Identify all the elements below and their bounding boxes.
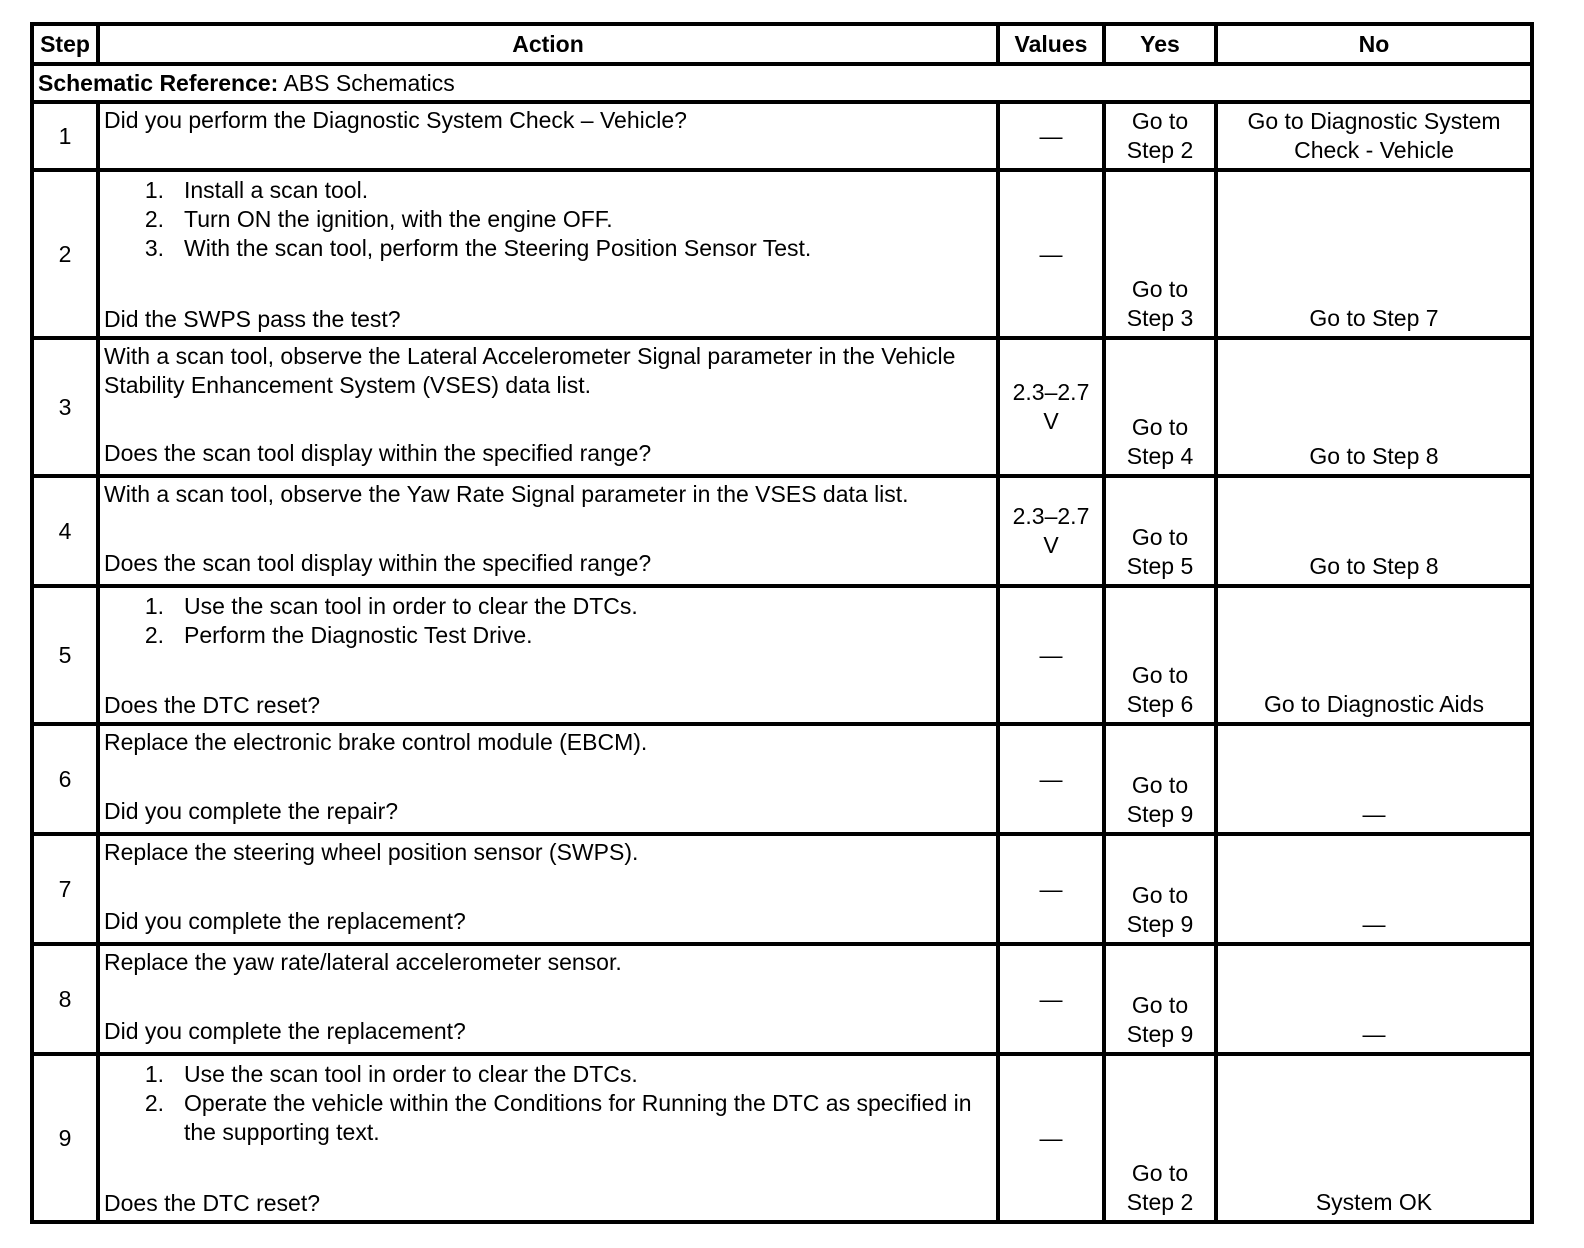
yes-next-step-link[interactable]: Step 2 — [1126, 137, 1194, 163]
no-cell — [1216, 724, 1532, 834]
step-number: 7 — [32, 834, 98, 944]
procedure-list — [100, 176, 996, 263]
no-cell — [1216, 944, 1532, 1054]
yes-cell — [1104, 944, 1216, 1054]
header-no: No — [1216, 24, 1532, 64]
yes-next-step-link[interactable]: Step 9 — [1126, 911, 1194, 937]
list-item-text: Operate the vehicle within the Conditions for Running the DTC as specified in the supporting text. — [184, 1090, 972, 1145]
list-item — [100, 234, 996, 263]
yes-cell — [1104, 102, 1216, 170]
header-row — [32, 24, 1532, 64]
table-row — [32, 102, 1532, 170]
list-item-number: 3. — [144, 235, 164, 261]
table-row — [32, 724, 1532, 834]
no-cell — [1216, 170, 1532, 338]
action-cell — [98, 944, 998, 1054]
yes-next-step-link[interactable]: Go to — [1131, 1160, 1189, 1186]
no-next-step-link: — — [1362, 911, 1386, 937]
yes-cell — [1104, 834, 1216, 944]
values-cell — [998, 834, 1104, 944]
action-question: Does the scan tool display within the specified range? — [104, 440, 652, 466]
values-cell — [998, 1054, 1104, 1222]
table-row — [32, 586, 1532, 724]
table-row — [32, 834, 1532, 944]
yes-cell — [1104, 170, 1216, 338]
action-text: With a scan tool, observe the Lateral Accelerometer Signal parameter in the Vehicle Stability Enhancement System (VSES) data list. — [104, 343, 956, 398]
no-cell — [1216, 1054, 1532, 1222]
action-cell — [98, 724, 998, 834]
value-text: — — [1039, 1124, 1063, 1151]
procedure-list — [100, 1060, 996, 1147]
yes-next-step-link[interactable]: Go to — [1131, 524, 1189, 550]
value-text: — — [1039, 641, 1063, 668]
list-item — [100, 205, 996, 234]
no-next-step-link[interactable]: Go to Step 7 — [1309, 305, 1439, 331]
no-next-step-link: — — [1362, 1021, 1386, 1047]
action-text: Did you perform the Diagnostic System Check – Vehicle? — [104, 107, 687, 133]
yes-next-step-link[interactable]: Go to — [1131, 992, 1189, 1018]
value-text: — — [1039, 122, 1063, 149]
yes-next-step-link[interactable]: Go to — [1131, 882, 1189, 908]
list-item-number: 2. — [144, 1090, 164, 1116]
yes-next-step-link[interactable]: Step 4 — [1126, 443, 1194, 469]
value-text: — — [1039, 985, 1063, 1012]
value-text: — — [1039, 765, 1063, 792]
step-number: 9 — [32, 1054, 98, 1222]
value-text: — — [1039, 240, 1063, 267]
yes-next-step-link[interactable]: Go to — [1131, 772, 1189, 798]
yes-next-step-link[interactable]: Step 9 — [1126, 1021, 1194, 1047]
action-question: Did the SWPS pass the test? — [104, 306, 401, 332]
no-next-step-link: — — [1362, 801, 1386, 827]
list-item — [100, 176, 996, 205]
no-next-step-link[interactable]: Go to Step 8 — [1309, 553, 1439, 579]
list-item-text: Turn ON the ignition, with the engine OFF. — [184, 206, 613, 232]
step-number: 8 — [32, 944, 98, 1054]
action-question: Did you complete the replacement? — [104, 908, 466, 934]
list-item-text: Perform the Diagnostic Test Drive. — [184, 622, 533, 648]
action-cell — [98, 170, 998, 338]
action-cell — [98, 102, 998, 170]
values-cell — [998, 102, 1104, 170]
list-item — [100, 1060, 996, 1089]
no-cell — [1216, 338, 1532, 476]
no-cell — [1216, 476, 1532, 586]
action-cell — [98, 834, 998, 944]
yes-next-step-link[interactable]: Step 3 — [1126, 305, 1194, 331]
yes-cell — [1104, 586, 1216, 724]
yes-next-step-link[interactable]: Go to — [1131, 662, 1189, 688]
table-row — [32, 944, 1532, 1054]
yes-next-step-link[interactable]: Go to — [1131, 276, 1189, 302]
action-text: With a scan tool, observe the Yaw Rate Signal parameter in the VSES data list. — [104, 481, 909, 507]
yes-cell — [1104, 724, 1216, 834]
values-cell — [998, 476, 1104, 586]
header-action: Action — [98, 24, 998, 64]
yes-next-step-link[interactable]: Go to — [1131, 414, 1189, 440]
list-item — [100, 1089, 996, 1147]
action-text: Replace the yaw rate/lateral accelerometer sensor. — [104, 949, 622, 975]
no-cell — [1216, 102, 1532, 170]
diagnostic-table — [30, 22, 1534, 1224]
yes-next-step-link[interactable]: Step 6 — [1126, 691, 1194, 717]
list-item-number: 1. — [144, 1061, 164, 1087]
step-number: 6 — [32, 724, 98, 834]
list-item-text: With the scan tool, perform the Steering Position Sensor Test. — [184, 235, 812, 261]
list-item-text: Use the scan tool in order to clear the DTCs. — [184, 593, 638, 619]
action-cell — [98, 586, 998, 724]
list-item-text: Install a scan tool. — [184, 177, 369, 203]
yes-next-step-link[interactable]: Step 5 — [1126, 553, 1194, 579]
list-item-number: 2. — [144, 206, 164, 232]
list-item-number: 1. — [144, 593, 164, 619]
yes-cell — [1104, 1054, 1216, 1222]
no-next-step-link[interactable]: Check - Vehicle — [1294, 137, 1454, 163]
schematic-reference-label: Schematic Reference: — [38, 69, 279, 96]
yes-next-step-link[interactable]: Go to — [1131, 108, 1189, 134]
yes-cell — [1104, 338, 1216, 476]
step-number: 3 — [32, 338, 98, 476]
step-number: 1 — [32, 102, 98, 170]
action-question: Does the DTC reset? — [104, 692, 321, 718]
value-text: — — [1039, 875, 1063, 902]
step-number: 5 — [32, 586, 98, 724]
action-cell — [98, 1054, 998, 1222]
header-yes: Yes — [1104, 24, 1216, 64]
action-text: Replace the steering wheel position sensor (SWPS). — [104, 839, 639, 865]
values-cell — [998, 170, 1104, 338]
value-text: 2.3–2.7 V — [1012, 379, 1090, 434]
no-next-step-link[interactable]: Go to Step 8 — [1309, 443, 1439, 469]
values-cell — [998, 724, 1104, 834]
no-cell — [1216, 834, 1532, 944]
schematic-reference-cell — [32, 64, 1532, 102]
action-cell — [98, 338, 998, 476]
no-next-step-link[interactable]: Go to Diagnostic System — [1247, 108, 1501, 134]
action-question: Did you complete the replacement? — [104, 1018, 466, 1044]
values-cell — [998, 944, 1104, 1054]
list-item — [100, 621, 996, 650]
table-row — [32, 338, 1532, 476]
table-row — [32, 170, 1532, 338]
list-item-number: 1. — [144, 177, 164, 203]
list-item-text: Use the scan tool in order to clear the DTCs. — [184, 1061, 638, 1087]
action-question: Did you complete the repair? — [104, 798, 399, 824]
yes-next-step-link[interactable]: Step 2 — [1126, 1189, 1194, 1215]
action-text: Replace the electronic brake control module (EBCM). — [104, 729, 648, 755]
header-values: Values — [998, 24, 1104, 64]
schematic-reference-link[interactable]: ABS Schematics — [278, 69, 455, 96]
no-next-step-link[interactable]: System OK — [1315, 1189, 1433, 1215]
action-question: Does the DTC reset? — [104, 1190, 321, 1216]
action-question: Does the scan tool display within the specified range? — [104, 550, 652, 576]
values-cell — [998, 338, 1104, 476]
yes-next-step-link[interactable]: Step 9 — [1126, 801, 1194, 827]
no-next-step-link[interactable]: Go to Diagnostic Aids — [1264, 691, 1484, 717]
step-number: 2 — [32, 170, 98, 338]
table-row — [32, 476, 1532, 586]
schematic-reference-row — [32, 64, 1532, 102]
header-step: Step — [32, 24, 98, 64]
values-cell — [998, 586, 1104, 724]
yes-cell — [1104, 476, 1216, 586]
table-row — [32, 1054, 1532, 1222]
step-number: 4 — [32, 476, 98, 586]
list-item-number: 2. — [144, 622, 164, 648]
no-cell — [1216, 586, 1532, 724]
value-text: 2.3–2.7 V — [1012, 503, 1090, 558]
action-cell — [98, 476, 998, 586]
procedure-list — [100, 592, 996, 650]
list-item — [100, 592, 996, 621]
